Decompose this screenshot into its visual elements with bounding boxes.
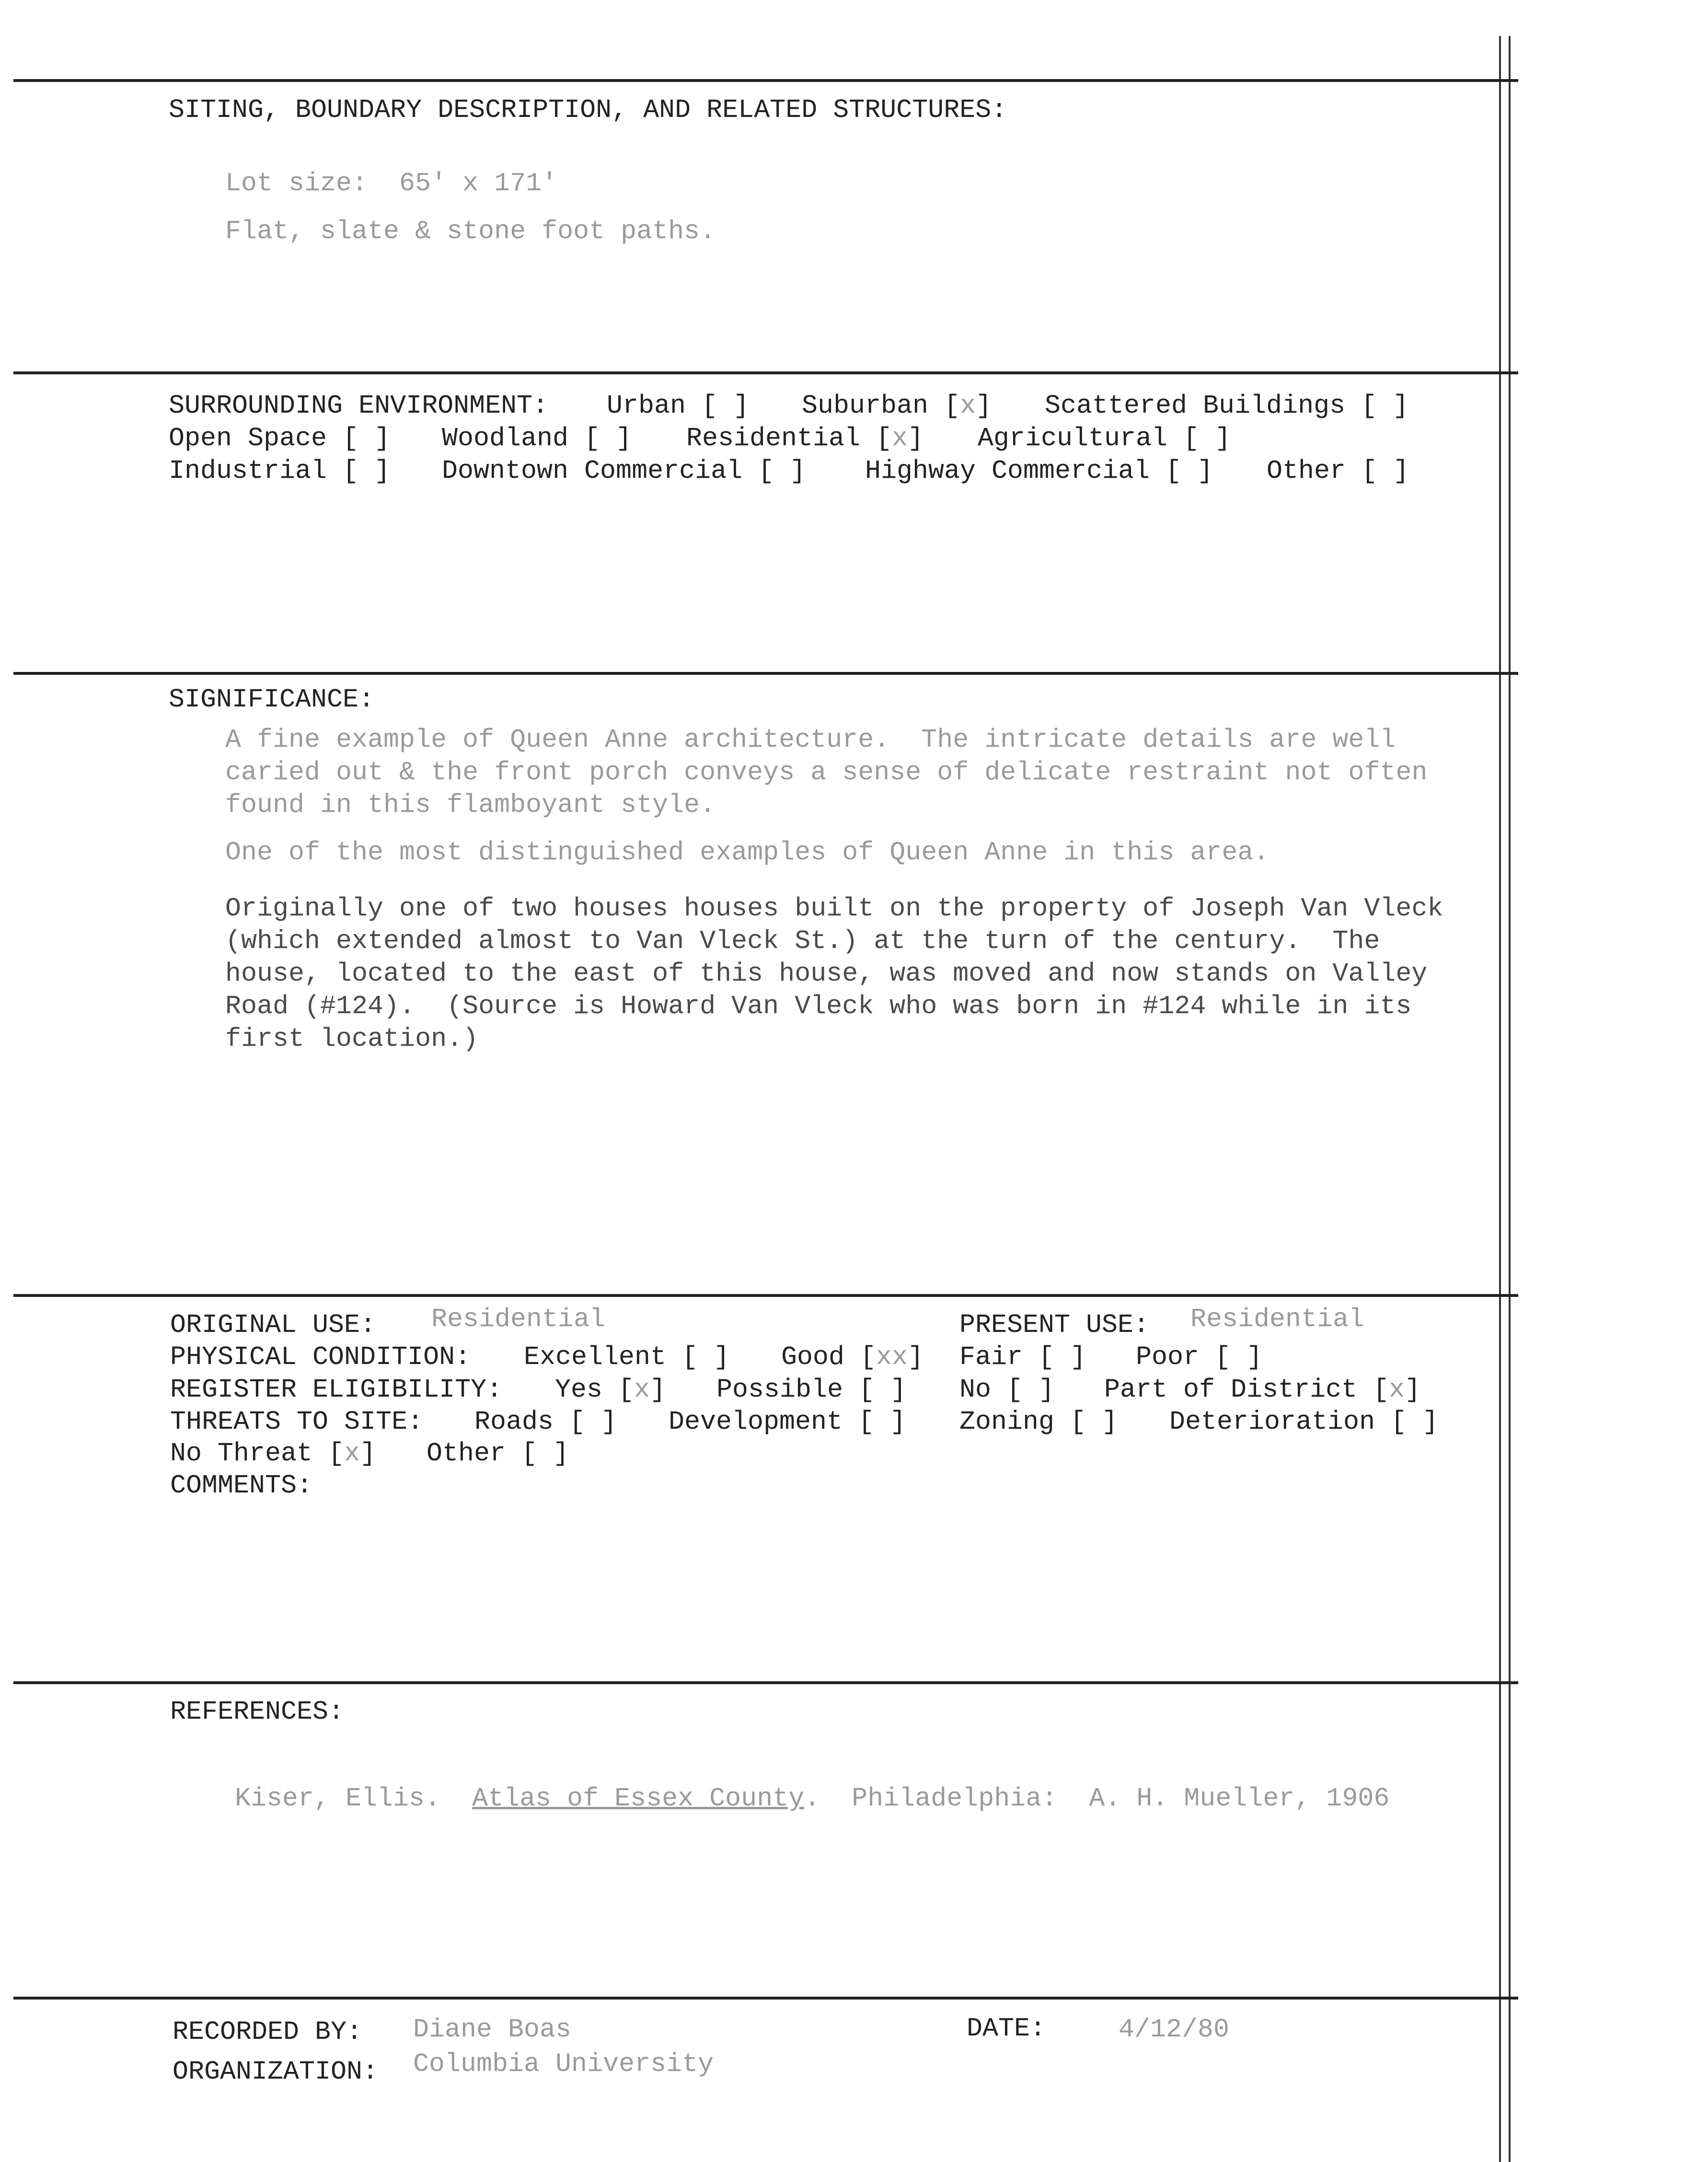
- roads-checkbox[interactable]: Roads [ ]: [474, 1407, 617, 1437]
- other-environment-checkbox[interactable]: Other [ ]: [1267, 456, 1409, 486]
- yes-label: Yes [: [555, 1375, 635, 1405]
- section-divider-use: [13, 1294, 1518, 1297]
- organization-value: Columbia University: [413, 2049, 714, 2079]
- significance-paragraph-1: A fine example of Queen Anne architecture. The intricate details are well caried out & the front porch conveys a sense of delicate restraint not often found in this flamboyant style.: [225, 725, 1428, 820]
- original-use-label: ORIGINAL USE:: [170, 1310, 376, 1340]
- downtown-commercial-checkbox[interactable]: Downtown Commercial [ ]: [442, 456, 806, 486]
- original-use-value: Residential: [431, 1304, 606, 1334]
- present-use-label: PRESENT USE:: [959, 1310, 1150, 1340]
- deterioration-checkbox[interactable]: Deterioration [ ]: [1169, 1407, 1439, 1437]
- no-threat-label: No Threat [: [170, 1438, 345, 1468]
- references-heading: REFERENCES:: [170, 1697, 345, 1727]
- open-space-checkbox[interactable]: Open Space [ ]: [169, 423, 391, 453]
- significance-paragraph-3: Originally one of two houses houses built on the property of Joseph Van Vleck (which extended almost to Van Vleck St.) at the turn of the century. The house, located to the east of this house, was moved and now stands on Valley Road (#124). (Source is Howard Van Vleck who was born in #124 while in its first location.): [225, 893, 1443, 1054]
- present-use-value: Residential: [1190, 1304, 1365, 1334]
- yes-mark: x: [634, 1375, 650, 1405]
- reference-title: Atlas of Essex County: [472, 1783, 805, 1814]
- no-checkbox[interactable]: No [ ]: [959, 1375, 1055, 1405]
- good-close: ]: [908, 1342, 924, 1372]
- foot-paths: Flat, slate & stone foot paths.: [225, 216, 716, 246]
- part-of-district-checkbox[interactable]: [1104, 1373, 1420, 1407]
- date-label: DATE:: [967, 2013, 1046, 2044]
- section-divider-top: [13, 79, 1518, 82]
- lot-size: Lot size: 65' x 171': [225, 168, 558, 198]
- section-divider-significance: [13, 672, 1518, 675]
- residential-label: Residential [: [686, 423, 892, 453]
- good-mark: xx: [876, 1342, 908, 1372]
- register-eligibility-label: REGISTER ELIGIBILITY:: [170, 1375, 503, 1405]
- significance-heading: SIGNIFICANCE:: [169, 684, 375, 715]
- yes-checkbox[interactable]: [555, 1373, 666, 1407]
- comments-label: COMMENTS:: [170, 1470, 313, 1501]
- industrial-checkbox[interactable]: Industrial [ ]: [169, 456, 391, 486]
- reference-entry: [235, 1782, 1389, 1815]
- reference-author: Kiser, Ellis.: [235, 1783, 473, 1814]
- right-border-line-outer: [1509, 36, 1511, 2162]
- residential-mark: x: [892, 423, 908, 453]
- recorded-by-label: RECORDED BY:: [173, 2017, 363, 2047]
- suburban-checkbox[interactable]: [802, 389, 992, 423]
- no-threat-checkbox[interactable]: [170, 1437, 376, 1470]
- no-threat-mark: x: [344, 1438, 360, 1468]
- reference-publisher: . Philadelphia: A. H. Mueller, 1906: [804, 1783, 1390, 1814]
- residential-close: ]: [908, 423, 924, 453]
- suburban-label: Suburban [: [802, 391, 960, 421]
- date-value: 4/12/80: [1119, 2014, 1230, 2045]
- organization-label: ORGANIZATION:: [173, 2057, 379, 2087]
- woodland-checkbox[interactable]: Woodland [ ]: [442, 423, 632, 453]
- section-divider-recorded: [13, 1997, 1518, 2000]
- section-divider-environment: [13, 371, 1518, 374]
- physical-condition-label: PHYSICAL CONDITION:: [170, 1342, 471, 1372]
- fair-checkbox[interactable]: Fair [ ]: [959, 1342, 1086, 1372]
- yes-close: ]: [650, 1375, 666, 1405]
- zoning-checkbox[interactable]: Zoning [ ]: [959, 1407, 1118, 1437]
- suburban-mark: x: [960, 391, 976, 421]
- district-mark: x: [1389, 1375, 1405, 1405]
- right-border-line: [1499, 36, 1501, 2162]
- environment-heading: SURROUNDING ENVIRONMENT:: [169, 391, 549, 421]
- other-threat-checkbox[interactable]: Other [ ]: [427, 1438, 569, 1468]
- siting-heading: SITING, BOUNDARY DESCRIPTION, AND RELATED STRUCTURES:: [169, 95, 1007, 125]
- urban-checkbox[interactable]: Urban [ ]: [607, 391, 750, 421]
- possible-checkbox[interactable]: Possible [ ]: [716, 1375, 907, 1405]
- recorded-by-value: Diane Boas: [413, 2014, 572, 2045]
- agricultural-checkbox[interactable]: Agricultural [ ]: [978, 423, 1231, 453]
- highway-commercial-checkbox[interactable]: Highway Commercial [ ]: [865, 456, 1213, 486]
- good-label: Good [: [781, 1342, 877, 1372]
- section-divider-references: [13, 1681, 1518, 1684]
- scattered-buildings-checkbox[interactable]: Scattered Buildings [ ]: [1045, 391, 1409, 421]
- poor-checkbox[interactable]: Poor [ ]: [1136, 1342, 1263, 1372]
- good-checkbox[interactable]: [781, 1341, 923, 1374]
- excellent-checkbox[interactable]: Excellent [ ]: [524, 1342, 730, 1372]
- significance-paragraph-2: One of the most distinguished examples of Queen Anne in this area.: [225, 837, 1269, 867]
- suburban-close: ]: [976, 391, 992, 421]
- residential-checkbox[interactable]: [686, 422, 923, 455]
- threats-label: THREATS TO SITE:: [170, 1407, 424, 1437]
- district-close: ]: [1405, 1375, 1421, 1405]
- no-threat-close: ]: [360, 1438, 376, 1468]
- development-checkbox[interactable]: Development [ ]: [669, 1407, 906, 1437]
- district-label: Part of District [: [1104, 1375, 1389, 1405]
